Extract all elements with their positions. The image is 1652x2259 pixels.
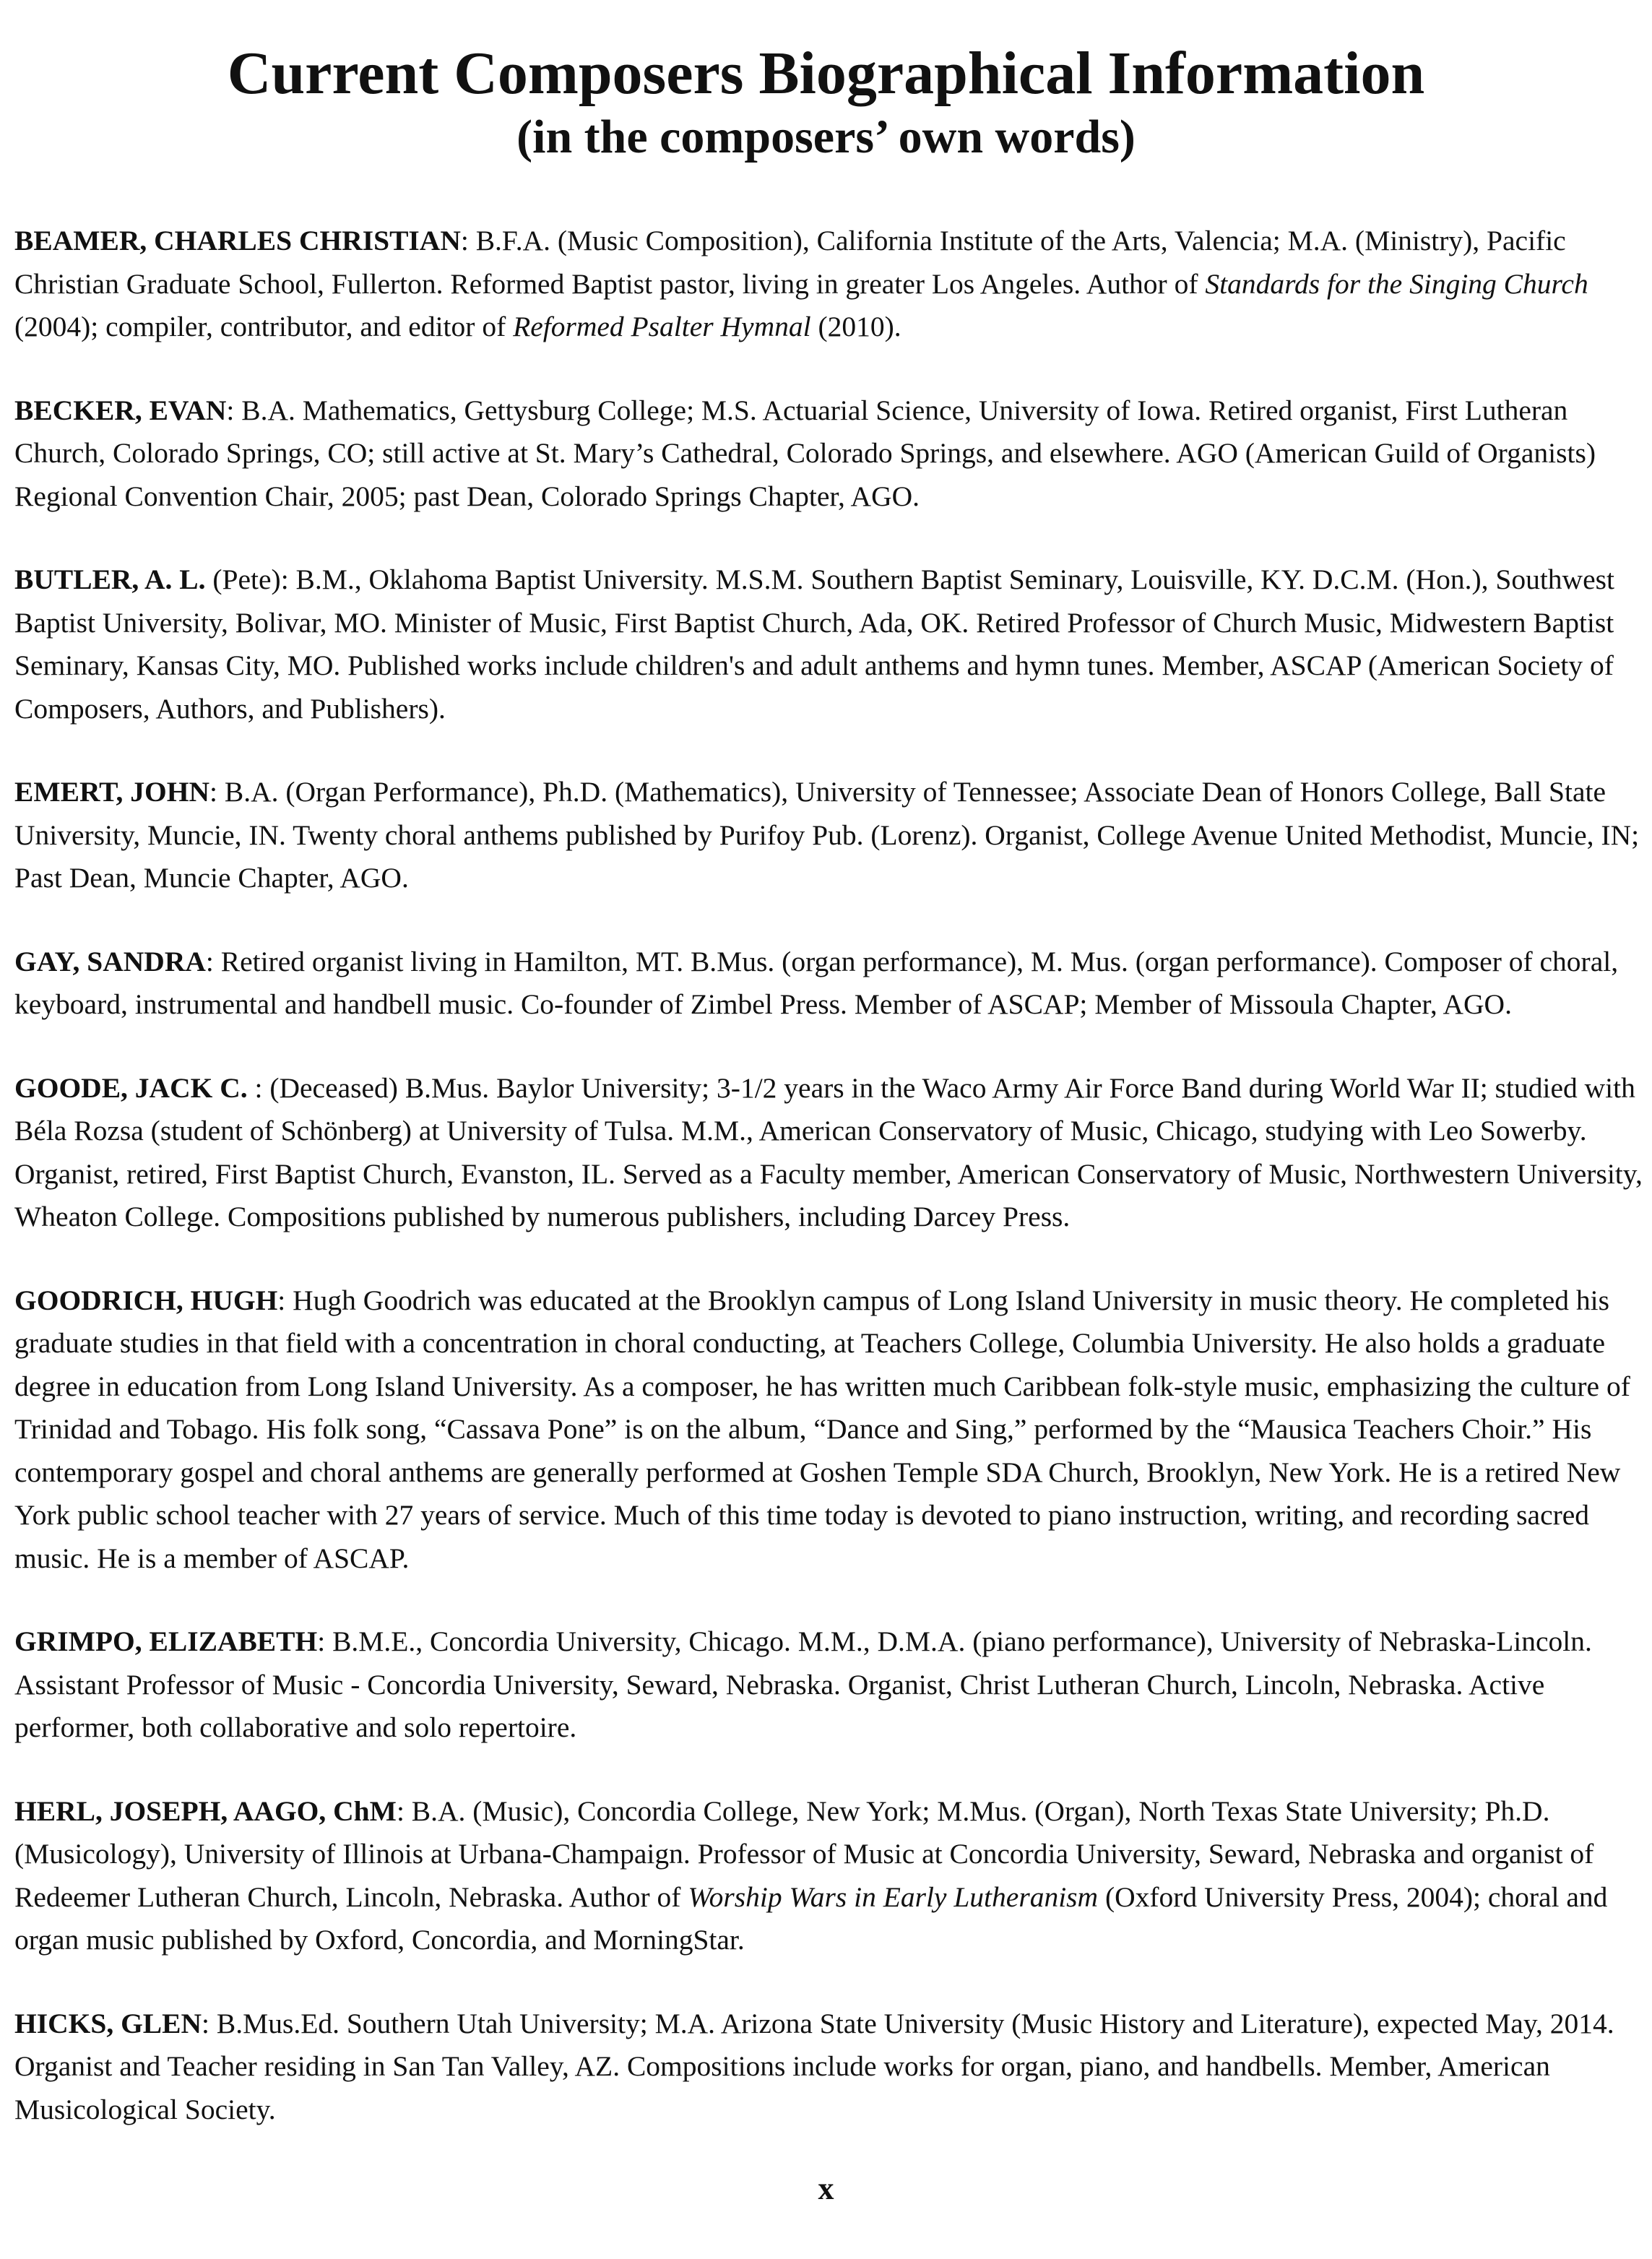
- composer-bio: B.Mus.Ed. Southern Utah University; M.A. Arizona State University (Music History and Literature), expected May, 2014. Organist and Teacher residing in San Tan Valley, AZ. Compositions include works for organ, piano, and handbells. Member, American Musicological Society.: [14, 2007, 1614, 2125]
- composer-entry-herl: [14, 1790, 1650, 1962]
- composer-entry-gay: [14, 941, 1650, 1027]
- composer-entry-goode: [14, 1067, 1650, 1239]
- composer-bio: B.A. (Organ Performance), Ph.D. (Mathematics), University of Tennessee; Associate Dean of Honors College, Ball State University, Muncie, IN. Twenty choral anthems published by Purifoy Pub. (Lorenz). Organist, College Avenue United Methodist, Muncie, IN; Past Dean, Muncie Chapter, AGO.: [14, 776, 1640, 894]
- composer-bio-continued: (Oxford University Press, 2004); choral and organ music published by Oxford, Concordia, and MorningStar.: [14, 1880, 1608, 1956]
- name-separator: :: [247, 1071, 263, 1104]
- composer-list: [14, 220, 1650, 2172]
- name-separator: :: [396, 1794, 405, 1827]
- composer-bio: B.F.A. (Music Composition), California Institute of the Arts, Valencia; M.A. (Ministry), Pacific Christian Graduate School, Fullerton. Reformed Baptist pastor, living in greater Los Angeles. Author of: [14, 225, 1566, 300]
- composer-name: GAY, SANDRA: [14, 945, 206, 977]
- composer-bio: B.A. (Music), Concordia College, New York; M.Mus. (Organ), North Texas State University; Ph.D. (Musicology), University of Illinois at Urbana-Champaign. Professor of Music at Concordia University, Seward, Nebraska and organist of Redeemer Lutheran Church, Lincoln, Nebraska. Author of: [14, 1794, 1594, 1913]
- composer-bio: B.M.E., Concordia University, Chicago. M.M., D.M.A. (piano performance), University of Nebraska-Lincoln. Assistant Professor of Music - Concordia University, Seward, Nebraska. Organist, Christ Lutheran Church, Lincoln, Nebraska. Active performer, both collaborative and solo repertoire.: [14, 1625, 1592, 1743]
- composer-entry-butler: [14, 558, 1650, 730]
- composer-name: GOODRICH, HUGH: [14, 1284, 278, 1316]
- composer-bio-continued: (2010).: [810, 311, 901, 342]
- composer-name: GRIMPO, ELIZABETH: [14, 1625, 318, 1657]
- name-separator: :: [205, 945, 214, 977]
- name-separator: :: [460, 225, 469, 256]
- composer-name: HERL, JOSEPH, AAGO, ChM: [14, 1794, 397, 1827]
- composer-entry-emert: [14, 771, 1650, 900]
- book-title: Standards for the Singing Church: [1205, 267, 1588, 300]
- page-subtitle: (in the composers’ own words): [516, 111, 1136, 163]
- page-title: Current Composers Biographical Information: [227, 40, 1425, 107]
- book-title: Worship Wars in Early Lutheranism: [688, 1880, 1099, 1913]
- composer-entry-becker: [14, 389, 1650, 519]
- name-separator: :: [277, 1284, 286, 1316]
- composer-bio: Hugh Goodrich was educated at the Brooklyn campus of Long Island University in music theory. He completed his graduate studies in that field with a concentration in choral conducting, at Teachers College, Columbia University. He also holds a graduate degree in education from Long Island University. As a composer, he has written much Caribbean folk-style music, emphasizing the culture of Trinidad and Tobago. His folk song, “Cassava Pone” is on the album, “Dance and Sing,” performed by the “Mausica Teachers Choir.” His contemporary gospel and choral anthems are generally performed at Goshen Temple SDA Church, Brooklyn, New York. He is a retired New York public school teacher with 27 years of service. Much of this time today is devoted to piano instruction, writing, and recording sacred music. He is a member of ASCAP.: [14, 1284, 1630, 1574]
- composer-entry-grimpo: [14, 1620, 1650, 1750]
- composer-bio-continued: (2004); compiler, contributor, and editor of: [14, 311, 514, 342]
- name-separator: :: [209, 776, 217, 808]
- composer-bio: B.A. Mathematics, Gettysburg College; M.S. Actuarial Science, University of Iowa. Retired organist, First Lutheran Church, Colorado Springs, CO; still active at St. Mary’s Cathedral, Colorado Springs, and elsewhere. AGO (American Guild of Organists) Regional Convention Chair, 2005; past Dean, Colorado Springs Chapter, AGO.: [14, 394, 1596, 512]
- name-separator: :: [226, 394, 235, 426]
- composer-entry-beamer: [14, 220, 1650, 349]
- composer-name: BECKER, EVAN: [14, 394, 227, 426]
- composer-name: BEAMER, CHARLES CHRISTIAN: [14, 225, 461, 256]
- composer-entry-hicks: [14, 2003, 1650, 2132]
- composer-name: HICKS, GLEN: [14, 2007, 202, 2039]
- name-separator: :: [317, 1625, 326, 1657]
- page-number: x: [818, 2171, 834, 2206]
- composer-entry-goodrich: [14, 1279, 1650, 1581]
- book-title: Reformed Psalter Hymnal: [513, 311, 811, 342]
- composer-name: GOODE, JACK C.: [14, 1071, 248, 1104]
- composer-bio: (Deceased) B.Mus. Baylor University; 3-1/2 years in the Waco Army Air Force Band during World War II; studied with Béla Rozsa (student of Schönberg) at University of Tulsa. M.M., American Conservatory of Music, Chicago, studying with Leo Sowerby. Organist, retired, First Baptist Church, Evanston, IL. Served as a Faculty member, American Conservatory of Music, Northwestern University, Wheaton College. Compositions published by numerous publishers, including Darcey Press.: [14, 1071, 1643, 1232]
- composer-name: EMERT, JOHN: [14, 776, 210, 808]
- composer-bio: Retired organist living in Hamilton, MT. B.Mus. (organ performance), M. Mus. (organ performance). Composer of choral, keyboard, instrumental and handbell music. Co-founder of Zimbel Press. Member of ASCAP; Member of Missoula Chapter, AGO.: [14, 945, 1619, 1020]
- composer-name: BUTLER, A. L.: [14, 563, 206, 595]
- composer-bio: (Pete): B.M., Oklahoma Baptist University. M.S.M. Southern Baptist Seminary, Louisville, KY. D.C.M. (Hon.), Southwest Baptist University, Bolivar, MO. Minister of Music, First Baptist Church, Ada, OK. Retired Professor of Church Music, Midwestern Baptist Seminary, Kansas City, MO. Published works include children's and adult anthems and hymn tunes. Member, ASCAP (American Society of Composers, Authors, and Publishers).: [14, 563, 1614, 725]
- name-separator: :: [202, 2007, 209, 2039]
